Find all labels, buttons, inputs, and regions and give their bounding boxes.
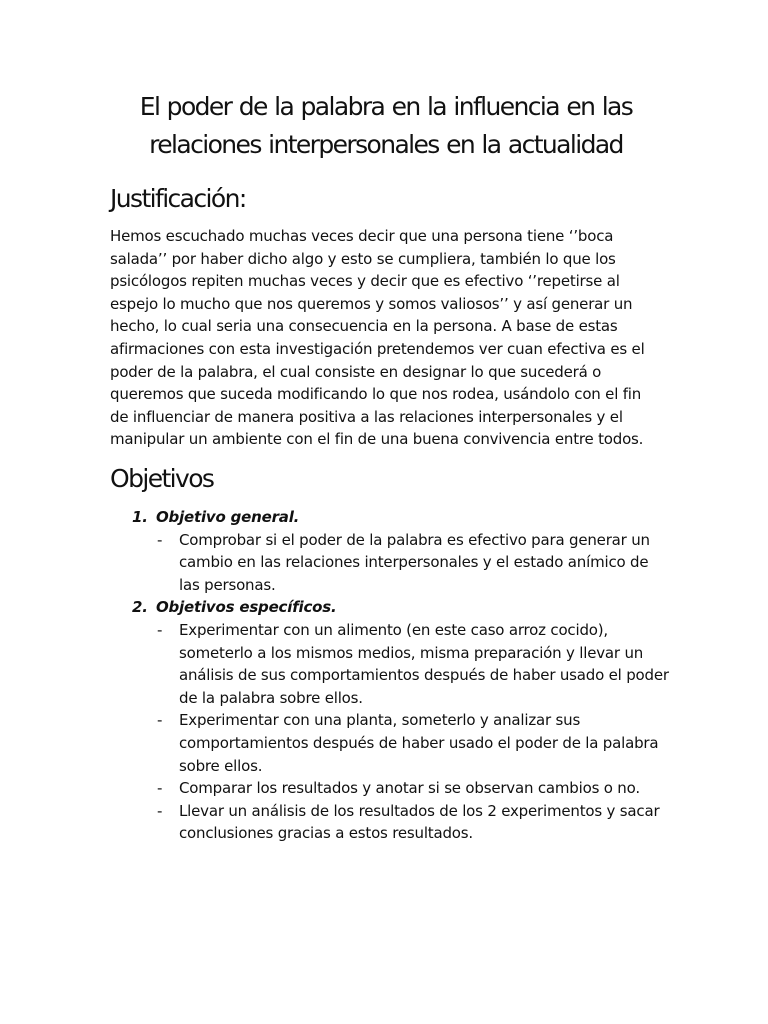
list-number: 1. xyxy=(132,508,148,526)
objetivo-general xyxy=(110,506,670,596)
objetivos-especificos-label: Objetivos específicos. xyxy=(156,598,337,617)
list-item xyxy=(157,777,670,800)
list-item-text: Experimentar con un alimento (en este caso arroz cocido), someterlo a los mismos medios, misma preparación y llevar un análisis de sus comportamientos después de haber usado el poder de la palabra sobre ellos. xyxy=(179,620,669,707)
dash-bullet: - xyxy=(157,801,163,820)
dash-bullet: - xyxy=(157,620,163,639)
list-item-text: Comprobar si el poder de la palabra es efectivo para generar un cambio en las relaciones interpersonales y el estado anímico de las personas. xyxy=(179,530,650,594)
list-item xyxy=(157,800,670,845)
justificacion-section xyxy=(110,225,650,451)
dash-bullet: - xyxy=(157,711,163,730)
dash-bullet: - xyxy=(157,530,163,549)
justificacion-heading: Justificación: xyxy=(110,184,246,213)
objetivos-heading: Objetivos xyxy=(110,464,214,493)
objetivos-list xyxy=(110,506,670,845)
list-number: 2. xyxy=(132,598,148,617)
list-item xyxy=(157,529,670,597)
document-title xyxy=(100,88,672,164)
title-line-2: relaciones interpersonales en la actualidad xyxy=(149,130,623,159)
list-item-text: Llevar un análisis de los resultados de los 2 experimentos y sacar conclusiones gracias a estos resultados. xyxy=(179,801,660,843)
objetivo-general-label: Objetivo general. xyxy=(156,508,300,526)
justificacion-paragraph: Hemos escuchado muchas veces decir que una persona tiene ‘’boca salada’’ por haber dicho algo y esto se cumpliera, también lo que los psicólogos repiten muchas veces y decir que es efectivo ‘’repetirse al espejo lo mucho que nos queremos y somos valiosos’’ y así generar un hecho, lo cual seria una consecuencia en la persona. A base de estas afirmaciones con esta investigación pretendemos ver cuan efectiva es el poder de la palabra, el cual consiste en designar lo que sucederá o queremos que suceda modificando lo que nos rodea, usándolo con el fin de influenciar de manera positiva a las relaciones interpersonales y el manipular un ambiente con el fin de una buena convivencia entre todos. xyxy=(110,227,645,449)
list-item-text: Experimentar con una planta, someterlo y analizar sus comportamientos después de haber usado el poder de la palabra sobre ellos. xyxy=(179,711,659,775)
title-line-1: El poder de la palabra en la influencia en las xyxy=(139,92,633,121)
list-item-text: Comparar los resultados y anotar si se observan cambios o no. xyxy=(179,779,640,798)
dash-bullet: - xyxy=(157,779,163,798)
objetivos-especificos xyxy=(110,596,670,845)
list-item xyxy=(157,709,670,777)
list-item xyxy=(157,619,670,709)
